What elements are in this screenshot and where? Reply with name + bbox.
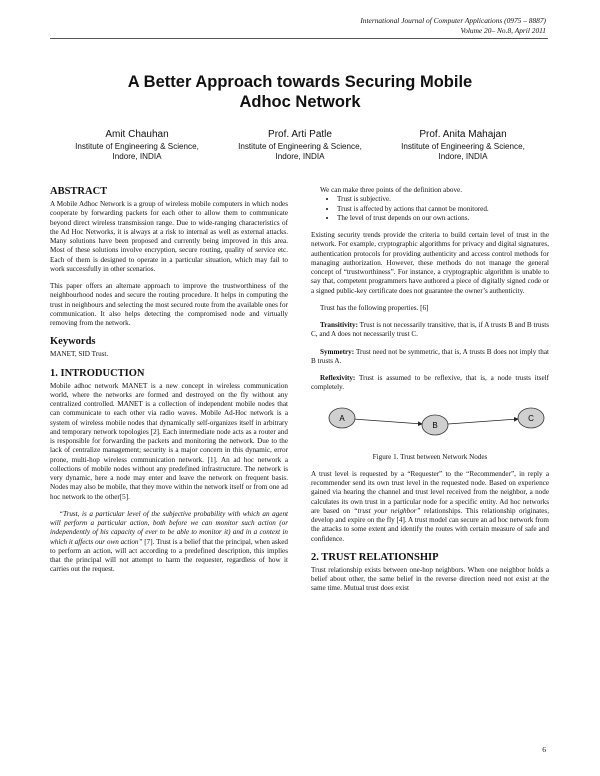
introduction-paragraph-2-rest: [7]. Trust is a belief that the principal, when asked to perform an action, will act according to a predefined description, this implies that the principal will not attempt to harm the requester, regardless of how it carries out the request. bbox=[50, 537, 288, 574]
abstract-heading: ABSTRACT bbox=[50, 186, 108, 197]
abstract-paragraph-2: This paper offers an alternate approach to improve the trustworthiness of the neighbourhood nodes and secure the routing procedure. It helps in computing the trust in neighbours and selecting the most secured route from the available ones for communication. It also helps detecting the compromised node and virtually removing from the network. bbox=[50, 282, 288, 327]
paper-title bbox=[60, 72, 540, 112]
author-location: Indore, INDIA bbox=[112, 152, 162, 162]
author-name: Amit Chauhan bbox=[105, 129, 169, 140]
title-line-1: A Better Approach towards Securing Mobile bbox=[127, 73, 473, 91]
author-block bbox=[56, 128, 544, 163]
author-name: Prof. Arti Patle bbox=[268, 129, 332, 140]
title-line-2: Adhoc Network bbox=[239, 93, 361, 111]
header-rule bbox=[50, 38, 548, 39]
introduction-paragraph-2 bbox=[50, 510, 288, 575]
definition-bullet-list bbox=[311, 195, 549, 223]
reflexivity-label: Reflexivity: bbox=[320, 374, 356, 382]
keywords-heading: Keywords bbox=[50, 336, 96, 348]
list-item: • Trust is affected by actions that cannot be monitored. bbox=[337, 205, 549, 214]
transitivity-text: Trust is not necessarily transitive, that is, if A trusts B and B trusts C, and A does not necessarily trust C. bbox=[311, 321, 549, 339]
trust-relationship-heading: 2. TRUST RELATIONSHIP bbox=[311, 551, 439, 563]
author-affiliation: Institute of Engineering & Science, bbox=[75, 142, 199, 151]
author-2 bbox=[219, 128, 381, 163]
journal-volume: Volume 20– No.8, April 2011 bbox=[460, 25, 546, 35]
trust-neighbor-phrase: “trust your neighbor” bbox=[353, 506, 421, 515]
transitivity-label: Transitivity: bbox=[320, 321, 358, 329]
trust-properties-lead: Trust has the following properties. [6] bbox=[320, 303, 429, 312]
trust-level-text-b: relationships. This relationship originates, develop and expire on the fly [4]. A trust model can secure an ad hoc network from the attacks to some extent and identify the routes with certain measure of safe and confidence. bbox=[311, 506, 549, 543]
edge-a-b bbox=[353, 419, 422, 424]
symmetry-paragraph bbox=[311, 348, 549, 367]
node-c-label: C bbox=[528, 413, 534, 423]
author-location: Indore, INDIA bbox=[438, 152, 488, 162]
trust-definition-quote: “Trust, is a particular level of the subjective probability with which an agent will perform a particular action, both before we can monitor such action (or independently of his capacity of ever to be able to monitor it) and in a context in which it affects our own action” bbox=[50, 509, 288, 546]
left-column bbox=[50, 186, 288, 575]
trust-level-paragraph bbox=[311, 470, 549, 544]
author-location: Indore, INDIA bbox=[275, 152, 325, 162]
node-a-label: A bbox=[339, 413, 345, 423]
figure-caption: Figure 1. Trust between Network Nodes bbox=[372, 452, 488, 461]
reflexivity-text: Trust is assumed to be reflexive, that is, a node trusts itself completely. bbox=[311, 374, 549, 392]
author-1 bbox=[56, 128, 218, 163]
journal-header bbox=[360, 16, 546, 35]
right-column bbox=[311, 186, 549, 594]
author-affiliation: Institute of Engineering & Science, bbox=[401, 142, 525, 151]
symmetry-label: Symmetry: bbox=[320, 347, 355, 356]
list-item: • Trust is subjective. bbox=[337, 195, 549, 204]
reflexivity-paragraph bbox=[311, 374, 549, 393]
node-b-label: B bbox=[432, 420, 438, 430]
edge-b-c bbox=[448, 419, 518, 424]
definition-lead: We can make three points of the definition above. bbox=[320, 186, 462, 194]
author-affiliation: Institute of Engineering & Science, bbox=[238, 142, 362, 151]
introduction-paragraph-1: Mobile adhoc network MANET is a new concept in wireless communication world, where the networks are formed and destroyed on the fly without any centralized controlled. MANET is a collection of independent mobile nodes that can communicate to each other via radio waves. Mobile Ad-Hoc network is a system of wireless mobile nodes that dynamically self-organizes itself in arbitrary and temporary network topologies [2]. Each intermediate node acts as a router and is responsible for forwarding the packets and monitoring the network. Due to the lack of centralize management; security is a major concern in this dynamic, error prone, multi-hop wireless communication network. [1]. An ad hoc network a collections of mobile nodes without any predefined infrastructure. The network is very dynamic, here a node may enter and leave the network on frequent basis. Nodes may also be mobile, that they move within the network itself or from one ad hoc network to the other[5]. bbox=[50, 381, 288, 501]
existing-security-paragraph: Existing security trends provide the criteria to build certain level of trust in the network. For example, cryptographic algorithms for privacy and digital signatures, authentication protocols for providing authenticity and access control methods for managing authorization. However, these methods do not manage the general concept of “trustworthiness”. For instance, a cryptographic algorithm is unable to say that, competent programmers have authored a piece of digitally signed code or a signed public-key certificate does not guarantee the owner’s authenticity. bbox=[311, 231, 549, 295]
transitivity-paragraph bbox=[311, 321, 549, 340]
trust-relationship-paragraph: Trust relationship exists between one-hop neighbors. When one neighbor holds a belief about other, the same belief in the reverse direction need not exist at the same time. Mutual trust does exist bbox=[311, 565, 549, 593]
page-number: 6 bbox=[542, 745, 546, 754]
journal-name: International Journal of Computer Applications (0975 – 8887) bbox=[360, 16, 546, 25]
keywords-text: MANET, SID Trust. bbox=[50, 350, 109, 359]
trust-level-text-a: A trust level is requested by a “Requester” to the “Recommender”, in reply a recommender send its own trust level in the requested node. Based on experience gained via hearing the channel and trust level received from the neighbor, a node calculates its own trust in a particular node for a specific entity. Ad hoc networks are based on bbox=[311, 469, 549, 515]
symmetry-text: Trust need not be symmetric, that is, A trusts B does not imply that B trusts A. bbox=[311, 347, 549, 365]
introduction-heading: 1. INTRODUCTION bbox=[50, 367, 145, 379]
abstract-paragraph-1: A Mobile Adhoc Network is a group of wireless mobile computers in which nodes cooperate by forwarding packets for each other to allow them to communicate beyond direct wireless transmission range. Due to wide-ranging characteristics of the Ad Hoc Networks, it is always at a risk to internal as well as external attacks. Many solutions have been proposed and currently being improved in this area. Most of these solutions involve encryption, secure routing, quality of service etc. Each of them is designed to operate in a particular situation, which may fail to work successfully in other scenarios. bbox=[50, 200, 288, 273]
author-name: Prof. Anita Mahajan bbox=[419, 129, 507, 140]
author-3 bbox=[382, 128, 544, 163]
list-item: • The level of trust depends on our own actions. bbox=[337, 214, 549, 223]
trust-diagram-svg bbox=[311, 397, 549, 453]
trust-diagram bbox=[311, 397, 549, 453]
